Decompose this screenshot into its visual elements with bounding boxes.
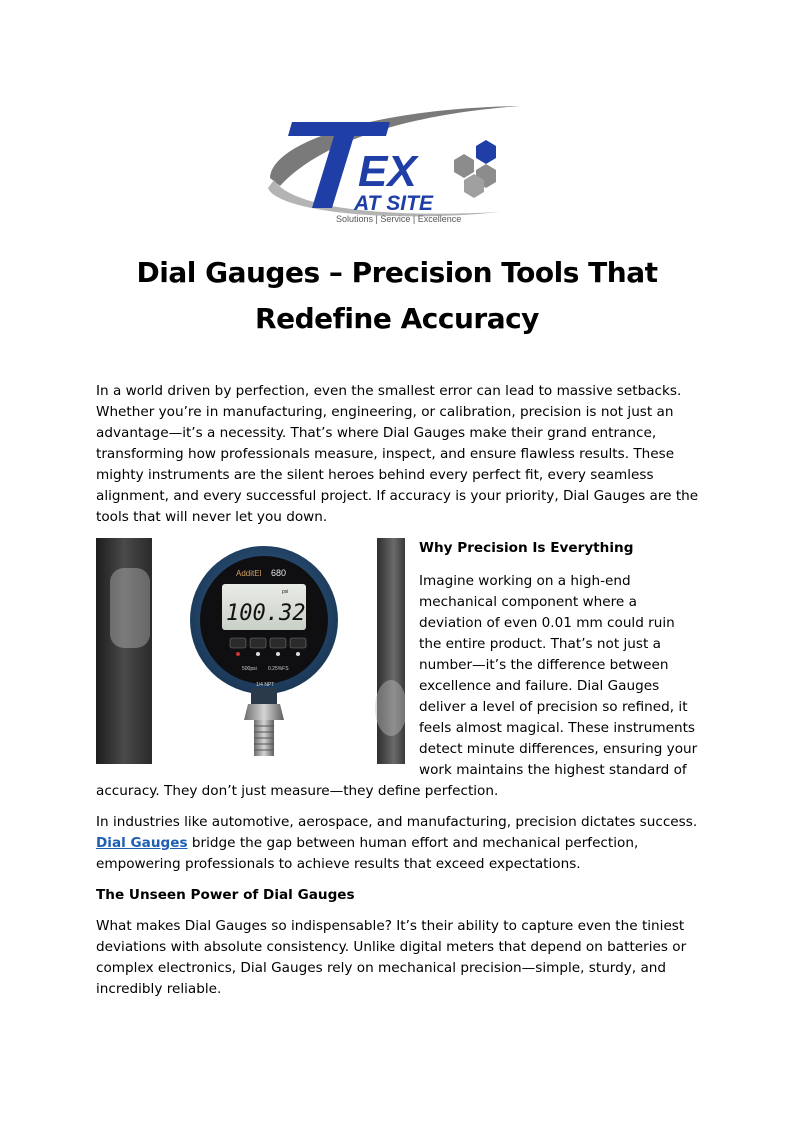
logo-hex-blue: [476, 140, 496, 164]
pressure-gauge-image: [96, 538, 405, 764]
intro-paragraph: In a world driven by perfection, even the smallest error can lead to massive setbacks. Whether you’re in manufacturing, engineering, or calibration, precision is not just an advantage—it’s a necessity. That’s where Dial Gauges make their grand entrance, transforming how professionals measure, inspect, and ensure flawless results. These mighty instruments are the silent heroes behind every perfect fit, every seamless alignment, and every successful project. If accuracy is your priority, Dial Gauges are the tools that will never let you down.: [96, 383, 699, 525]
gauge-reading: 100.32: [226, 601, 306, 626]
title-line-2: Redefine Accuracy: [255, 302, 539, 335]
pressure-gauge-photo: [96, 538, 405, 764]
industries-paragraph: [96, 812, 700, 875]
logo-tagline: Solutions | Service | Excellence: [336, 214, 462, 224]
section-heading-precision-text: Why Precision Is Everything: [419, 540, 634, 556]
industries-text-before: In industries like automotive, aerospace, and manufacturing, precision dictates success.: [96, 814, 698, 830]
gauge-rating-left: 500psi: [242, 666, 257, 672]
gauge-rating-right: 0.25%FS: [268, 666, 289, 672]
gauge-unit: psi: [282, 589, 289, 595]
title-line-1: Dial Gauges – Precision Tools That: [136, 256, 658, 289]
gauge-collar: [251, 688, 277, 704]
logo-at-site-text: AT SITE: [354, 192, 433, 215]
logo-hex-gray-1: [454, 154, 474, 178]
article-body: [96, 381, 700, 1010]
industries-text-after: bridge the gap between human effort and mechanical perfection, empowering professionals to achieve results that exceed expectations.: [96, 835, 639, 872]
dial-gauges-link[interactable]: Dial Gauges: [96, 835, 188, 851]
page-title: [96, 250, 698, 342]
logo-ex-text: EX: [358, 147, 417, 196]
gauge-model: 680: [271, 568, 287, 578]
section-unseen-power-paragraph: What makes Dial Gauges so indispensable? It’s their ability to capture even the tiniest deviations with absolute consistency. Unlike digital meters that depend on batteries or complex electronics, Dial Gauges rely on mechanical precision—simple, sturdy, and incredibly reliable.: [96, 918, 687, 997]
gauge-thread-label: 1/4 NPT: [256, 682, 275, 688]
gauge-brand: AdditEl: [236, 569, 262, 578]
section-precision-paragraph: Imagine working on a high-end mechanical component where a deviation of even 0.01 mm could ruin the entire product. That’s not just a number—it’s the difference between excellence and failure. Dial Gauges deliver a level of precision so refined, it feels almost magical. These instruments detect minute differences, ensuring your work maintains the highest standard of accuracy. They don’t just measure—they define perfection.: [96, 573, 698, 799]
gauge-hex-nut: [244, 704, 284, 720]
tex-at-site-logo: [262, 100, 526, 230]
section-heading-unseen-power: The Unseen Power of Dial Gauges: [96, 887, 355, 903]
